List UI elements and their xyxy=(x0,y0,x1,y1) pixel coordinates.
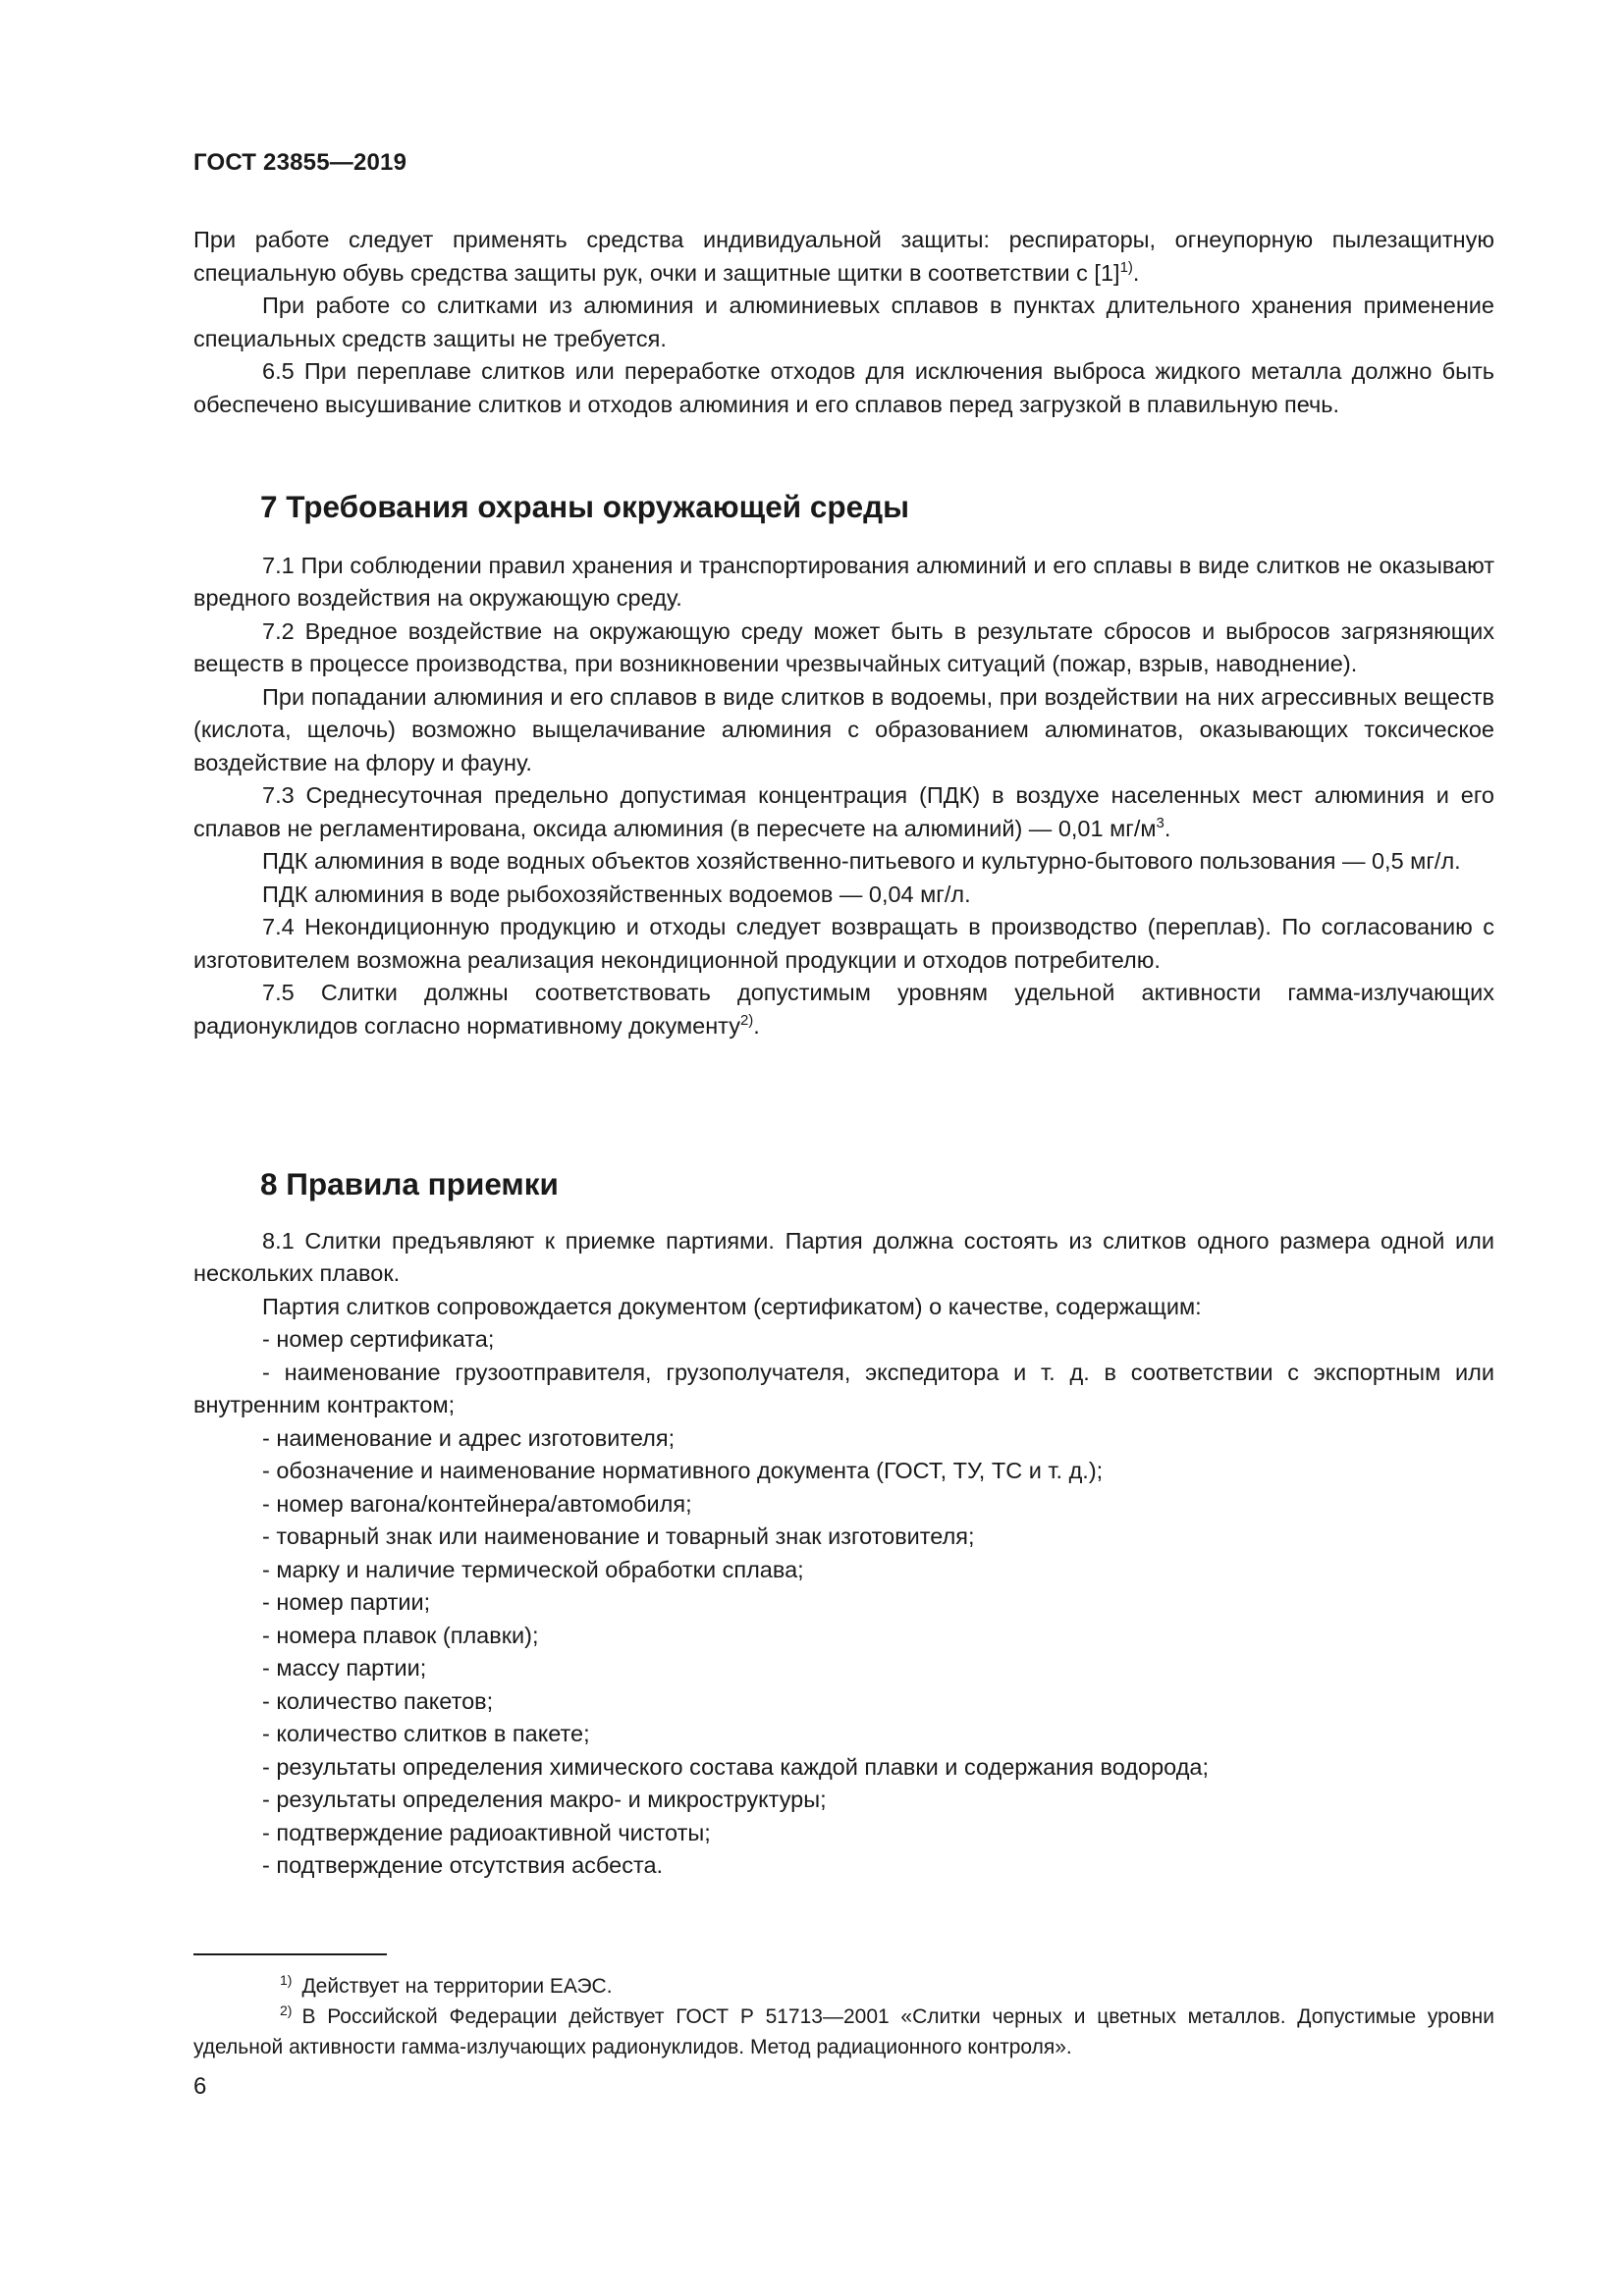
list-item: - наименование и адрес изготовителя; xyxy=(262,1424,676,1451)
paragraph xyxy=(193,224,1494,290)
paragraph: При работе со слитками из алюминия и алюминиевых сплавов в пунктах длительного хранения применение специальных средств защиты не требуется. xyxy=(193,293,1494,351)
paragraph: ПДК алюминия в воде водных объектов хозяйственно-питьевого и культурно-бытового пользования — 0,5 мг/л. xyxy=(262,848,1461,874)
paragraph-text: При работе следует применять средства индивидуальной защиты: респираторы, огнеупорную пылезащитную специальную обувь средства защиты рук, очки и защитные щитки в соответствии с [1] xyxy=(193,227,1494,286)
list-item: - номер вагона/контейнера/автомобиля; xyxy=(262,1490,692,1517)
paragraph: Партия слитков сопровождается документом (сертификатом) о качестве, содержащим: xyxy=(262,1293,1202,1319)
section-6-continuation xyxy=(193,224,1494,421)
footnote xyxy=(193,1971,1494,2002)
paragraph-6-5: 6.5 При переплаве слитков или переработке отходов для исключения выброса жидкого металла должно быть обеспечено высушивание слитков и отходов алюминия и его сплавов перед загрузкой в плавильную печь. xyxy=(193,358,1494,417)
footnote-ref: 2) xyxy=(739,1011,754,1029)
paragraph-7-5 xyxy=(193,977,1494,1042)
list-item: - товарный знак или наименование и товарный знак изготовителя; xyxy=(262,1523,975,1549)
footnote-ref: 1) xyxy=(1119,258,1133,276)
section-7-title: 7 Требования охраны окружающей среды xyxy=(260,489,910,524)
paragraph: ПДК алюминия в воде рыбохозяйственных водоемов — 0,04 мг/л. xyxy=(262,881,971,907)
paragraph-7-2: 7.2 Вредное воздействие на окружающую среду может быть в результате сбросов и выбросов загрязняющих веществ в процессе производства, при возникновении чрезвычайных ситуаций (пожар, взрыв, наводнение). xyxy=(193,617,1494,676)
list-item: - количество пакетов; xyxy=(262,1687,494,1714)
footnote-divider xyxy=(193,1953,387,1955)
paragraph-7-3 xyxy=(193,779,1494,845)
footnotes xyxy=(193,1971,1494,2062)
list-item: - результаты определения химического состава каждой плавки и содержания водорода; xyxy=(262,1753,1210,1780)
section-8 xyxy=(193,1168,1494,1883)
list-item: - номер партии; xyxy=(262,1589,431,1615)
footnote-mark: 2) xyxy=(280,2002,293,2018)
paragraph: При попадании алюминия и его сплавов в виде слитков в водоемы, при воздействии на них агрессивных веществ (кислота, щелочь) возможно выщелачивание алюминия с образованием алюминатов, оказывающих токсическое воздействие на флору и фауну. xyxy=(193,683,1494,775)
section-7 xyxy=(193,491,1494,1042)
footnote-text: В Российской Федерации действует ГОСТ Р 51713—2001 «Слитки черных и цветных металлов. Допустимые уровни удельной активности гамма-излучающих радионуклидов. Метод радиационного контроля». xyxy=(193,2005,1494,2058)
list-item: - наименование грузоотправителя, грузополучателя, экспедитора и т. д. в соответствии с экспортным или внутренним контрактом; xyxy=(193,1359,1494,1417)
footnote-mark: 1) xyxy=(280,1972,293,1988)
paragraph-7-1: 7.1 При соблюдении правил хранения и транспортирования алюминий и его сплавы в виде слитков не оказывают вредного воздействия на окружающую среду. xyxy=(193,552,1494,611)
list-item: - марку и наличие термической обработки сплава; xyxy=(262,1556,804,1582)
superscript: 3 xyxy=(1156,814,1164,831)
list-item: - номер сертификата; xyxy=(262,1326,495,1352)
list-item: - количество слитков в пакете; xyxy=(262,1721,590,1746)
requirements-list xyxy=(193,1323,1494,1883)
list-item: - номера плавок (плавки); xyxy=(262,1622,539,1648)
footnote-text: Действует на территории ЕАЭС. xyxy=(301,1975,613,1998)
punctuation: . xyxy=(1164,815,1171,841)
section-8-title: 8 Правила приемки xyxy=(260,1166,559,1201)
list-item: - обозначение и наименование нормативного документа (ГОСТ, ТУ, ТС и т. д.); xyxy=(262,1458,1104,1483)
punctuation: . xyxy=(1132,259,1140,286)
list-item: - подтверждение отсутствия асбеста. xyxy=(262,1852,664,1878)
footnote xyxy=(193,2002,1494,2062)
paragraph-7-4: 7.4 Некондиционную продукцию и отходы следует возвращать в производство (переплав). По согласованию с изготовителем возможна реализация некондиционной продукции и отходов потребителю. xyxy=(193,914,1494,973)
list-item: - результаты определения макро- и микроструктуры; xyxy=(262,1787,827,1812)
paragraph-text: 7.5 Слитки должны соответствовать допустимым уровням удельной активности гамма-излучающих радионуклидов согласно нормативному документу xyxy=(193,980,1494,1039)
list-item: - подтверждение радиоактивной чистоты; xyxy=(262,1819,711,1845)
page-number: 6 xyxy=(193,2073,207,2100)
list-item: - массу партии; xyxy=(262,1655,427,1681)
document-header: ГОСТ 23855—2019 xyxy=(193,149,407,176)
paragraph-text: 7.3 Среднесуточная предельно допустимая концентрация (ПДК) в воздухе населенных мест алюминия и его сплавов не регламентирована, оксида алюминия (в пересчете на алюминий) — 0,01 мг/м xyxy=(193,782,1494,841)
paragraph-8-1: 8.1 Слитки предъявляют к приемке партиями. Партия должна состоять из слитков одного размера одной или нескольких плавок. xyxy=(193,1227,1494,1286)
punctuation: . xyxy=(753,1012,760,1039)
